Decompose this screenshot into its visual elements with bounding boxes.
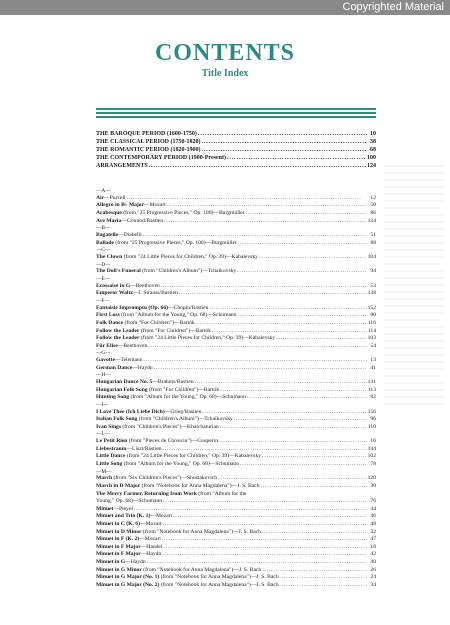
title-entry: [96, 312, 376, 320]
entry-title-bold: I Love Thee (Ich Liebe Dich): [96, 408, 165, 415]
entry-page: 113: [367, 386, 376, 393]
period-row: [96, 146, 376, 154]
dot-leader: [246, 210, 367, 218]
dot-leader: [143, 232, 367, 240]
title-entry: [96, 536, 376, 544]
entry-title-bold: Follow the Leader: [96, 327, 140, 334]
entry-title: [96, 379, 194, 387]
entry-title: [96, 320, 195, 328]
entry-source: (from "For Children")—Bartók: [139, 327, 212, 334]
period-label: ARRANGEMENTS: [96, 163, 148, 169]
dot-leader: [196, 320, 367, 328]
entry-source: (from "25 Progressive Pieces," Op. 100)—Burgmüller: [114, 239, 237, 246]
entry-title: [96, 365, 153, 373]
entry-page: 144: [367, 445, 376, 452]
title-entry: [96, 210, 376, 218]
period-label: THE BAROQUE PERIOD (1600-1750): [96, 131, 197, 137]
entry-title: [96, 544, 162, 552]
dot-leader: [218, 475, 367, 483]
title-entry: [96, 218, 376, 226]
entry-page: 96: [370, 416, 376, 423]
entry-title: [96, 328, 211, 336]
entry-title: [96, 290, 178, 298]
entry-source: (from "Notebook for Anna Magdalena")—J. S. Bach: [159, 581, 279, 588]
entry-title-bold: Ballade: [96, 239, 115, 246]
entry-title-bold: The Clown: [96, 253, 123, 260]
period-row: [96, 130, 376, 138]
dot-leader: [261, 483, 367, 491]
entry-title-bold: Fantaisie Impromptu (Op. 66): [96, 304, 168, 311]
letter-heading: —F—: [96, 297, 110, 304]
entry-source: —Diabelli: [118, 231, 142, 238]
entry-page: 16: [370, 438, 376, 445]
entry-title-bold: Ecossaise in G: [96, 282, 131, 289]
entry-title: [96, 232, 142, 240]
title-entry: [96, 513, 376, 521]
dot-leader: [148, 343, 367, 351]
title-entry: [96, 582, 376, 590]
entry-page: 47: [370, 536, 376, 543]
dot-leader: [247, 394, 367, 402]
dot-leader: [262, 529, 367, 537]
entry-title: [96, 438, 218, 446]
period-label: THE ROMANTIC PERIOD (1820-1900): [96, 147, 201, 153]
title-entry: [96, 240, 376, 248]
entry-title-bold: Minuet in F Major: [96, 543, 141, 550]
entry-page: 24: [370, 574, 376, 581]
entry-title: [96, 416, 233, 424]
entry-title-bold: Minuet and Trio (K. 1): [96, 513, 151, 520]
letter-heading: —M—: [96, 468, 112, 475]
entry-title-bold: Hungarian Dance No. 5: [96, 379, 153, 386]
entry-source: (from "Six Children's Pieces")—Shostakovich: [112, 475, 218, 482]
entry-page: 78: [370, 461, 376, 467]
dot-leader: [219, 438, 367, 446]
entry-title: [96, 268, 236, 276]
entry-title-bold: Ave Maria: [96, 217, 122, 224]
entry-source: (from "Album for the Young," Op. 68)—Schumann: [119, 312, 237, 319]
title-entry: [96, 483, 376, 491]
entry-source: (from "Pieces de Clavecin")—Couperin: [127, 438, 219, 445]
title-entry: [96, 357, 376, 365]
dot-leader: [144, 357, 367, 365]
entry-page: 34: [370, 581, 376, 588]
title-entry: [96, 521, 376, 529]
entry-page: 42: [370, 551, 376, 558]
bleed-through-text: [384, 160, 444, 410]
title-entry: [96, 320, 376, 328]
entry-page: 138: [367, 290, 376, 297]
letter-heading: —H—: [96, 372, 111, 379]
dot-leader: [173, 513, 367, 521]
entry-source: (from "Children's Pieces")—Khatchaturian: [121, 423, 219, 430]
entry-page: 12: [370, 194, 376, 201]
entry-page: 41: [370, 364, 376, 371]
entry-page: 32: [370, 528, 376, 535]
period-label: THE CONTEMPORARY PERIOD (1900-Present): [96, 155, 226, 161]
dot-leader: [162, 551, 367, 559]
dot-leader: [234, 416, 367, 424]
entry-page: 110: [367, 423, 376, 430]
entry-source: (from "Album for the Young," Op. 68)—Schumann: [122, 461, 240, 467]
letter-heading: —B—: [96, 225, 111, 232]
page-title: CONTENTS: [154, 40, 296, 66]
letter-heading: —A—: [96, 188, 111, 194]
entry-title-bold: Minuet: [96, 505, 114, 512]
title-entry: [96, 343, 376, 351]
entry-title-bold: Arabesque: [96, 209, 122, 216]
entry-source: (from "Album for the: [196, 490, 247, 497]
entry-page: 44: [370, 505, 376, 512]
title-entry: [96, 254, 376, 262]
entry-title-bold: German Dance: [96, 364, 133, 371]
entry-title-bold: Ivan Sings: [96, 423, 122, 430]
entry-title: [96, 357, 143, 365]
entry-title: [96, 394, 246, 402]
entry-title-bold: The Doll's Funeral: [96, 268, 141, 275]
dot-leader: [162, 536, 367, 544]
entry-title-bold: Minuet in G Minor: [96, 566, 142, 573]
entry-source: (from "Notebook for Anna Magdalena")—J. S. Bach: [141, 528, 261, 535]
dot-leader: [262, 453, 367, 461]
entry-source: (from "Notebook for Anna Magdalena")—J. S. Bach: [159, 574, 279, 581]
entry-source: —Beethoven: [130, 282, 160, 289]
entry-title-bold: First Loss: [96, 312, 120, 319]
title-entry: [96, 328, 376, 336]
entry-title-bold: Hunting Song: [96, 394, 130, 401]
dot-leader: [259, 254, 367, 262]
period-row: [96, 138, 376, 146]
entry-title: [96, 513, 172, 521]
dot-leader: [164, 218, 366, 226]
entry-title: [96, 254, 258, 262]
entry-source: —Grieg/Bastien: [164, 408, 202, 415]
entry-title-bold: Minuet in G: [96, 558, 126, 565]
entry-source: (from "Children's Album")—Tchaikovsky: [137, 416, 233, 423]
entry-title: [96, 475, 217, 483]
entry-page: 86: [370, 209, 376, 216]
entry-page: 76: [370, 498, 376, 505]
entry-title-bold: Emperor Waltz: [96, 290, 133, 297]
copyright-watermark: Copyrighted Material: [0, 0, 450, 15]
letter-heading: —D—: [96, 261, 111, 268]
entry-title-bold: Minuet in D Minor: [96, 528, 142, 535]
entry-source: —Pleyel: [113, 505, 133, 512]
entry-page: 82: [370, 394, 376, 401]
entry-source: (from "25 Progressive Pieces," Op. 100)—Burgmüller: [121, 209, 245, 216]
entry-title: [96, 240, 237, 248]
entry-source: (from "Children's Album")—Tchaikovsky: [140, 268, 237, 275]
dot-leader: [237, 268, 367, 276]
period-list: [96, 130, 376, 170]
entry-title-bold: March: [96, 475, 113, 482]
entry-title: [96, 574, 279, 582]
entry-source: —Gounod/Bastien: [121, 217, 164, 224]
title-entry: [96, 438, 376, 446]
entry-source: —Mozart: [139, 536, 161, 543]
title-entry: [96, 195, 376, 203]
letter-heading: —L—: [96, 431, 111, 438]
title-entry: [96, 335, 376, 343]
entry-title: [96, 335, 275, 343]
title-entry: [96, 544, 376, 552]
title-entry: [96, 574, 376, 582]
title-entry: [96, 559, 376, 567]
title-entry: [96, 551, 376, 559]
dot-leader: [198, 130, 367, 138]
entry-title: [96, 498, 162, 506]
entry-source: —Chopin/Bastien: [168, 304, 209, 311]
entry-page: 40: [370, 558, 376, 565]
entry-page: 134: [367, 217, 376, 224]
dot-leader: [163, 498, 367, 506]
entry-title: [96, 551, 161, 559]
entry-page: 54: [370, 342, 376, 349]
entry-page: 18: [370, 543, 376, 550]
title-entry: [96, 424, 376, 432]
entry-source: —J. Strauss/Bastien: [132, 290, 178, 297]
entry-page: 13: [370, 357, 376, 364]
entry-title: [96, 536, 161, 544]
dot-leader: [179, 290, 367, 298]
entry-title-bold: March in D Major: [96, 482, 141, 489]
title-entry: [96, 365, 376, 373]
entry-title-bold: Allegro in B♭ Major: [96, 202, 145, 209]
entry-title: [96, 195, 126, 203]
entry-title: [96, 283, 160, 291]
period-page: 100: [367, 155, 376, 161]
letter-heading: —E—: [96, 275, 111, 282]
entry-title: [96, 529, 261, 537]
entry-page: 104: [367, 253, 376, 260]
period-label: THE CLASSICAL PERIOD (1750-1820): [96, 139, 201, 145]
dot-leader: [202, 138, 367, 146]
entry-page: 48: [370, 520, 376, 527]
entry-title-bold: The Merry Farmer, Returning from Work: [96, 490, 197, 497]
title-entry: [96, 529, 376, 537]
entry-page: 102: [367, 453, 376, 460]
title-entry: [96, 379, 376, 387]
entry-title-bold: Hungarian Folk Song: [96, 386, 148, 393]
entry-source: —Mozart: [150, 513, 173, 520]
dot-leader: [212, 328, 367, 336]
letter-heading: —C—: [96, 247, 111, 254]
title-entry: [96, 290, 376, 298]
entry-page: 26: [370, 566, 376, 573]
dot-leader: [195, 379, 367, 387]
dot-leader: [227, 154, 366, 162]
entry-page: 30: [370, 482, 376, 489]
entry-title: [96, 210, 245, 218]
entry-page: 53: [370, 282, 376, 289]
dot-leader: [280, 582, 367, 590]
dot-leader: [127, 195, 367, 203]
entry-page: 156: [367, 408, 376, 415]
entry-source: (from "Album for the Young," Op. 68)—Schumann: [129, 394, 246, 401]
dot-leader: [280, 574, 367, 582]
entry-title-bold: Little Song: [96, 461, 123, 467]
entry-page: 114: [367, 327, 376, 334]
entry-title-bold: Folk Dance: [96, 319, 124, 326]
entry-title: [96, 343, 147, 351]
entry-title-bold: Bagatelle: [96, 231, 119, 238]
entry-title: [96, 202, 166, 210]
entry-page: 116: [367, 319, 376, 326]
dot-leader: [202, 146, 368, 154]
page-header: [0, 40, 450, 79]
entry-title-bold: Minuet in F Major: [96, 551, 141, 558]
period-page: 38: [370, 139, 376, 145]
entry-title-bold: Liebestraum: [96, 445, 127, 452]
entry-page: 120: [367, 475, 376, 482]
entry-source: (from "24 Little Pieces for Children," Op. 39)—Kabalevsky: [139, 335, 276, 342]
entry-title-bold: Minuet in F (K. 2): [96, 536, 140, 543]
entry-source: (from "24 Little Pieces for Children," Op. 39)—Kabalevsky: [125, 453, 262, 460]
entry-page: 50: [370, 202, 376, 209]
period-page: 124: [367, 163, 376, 169]
entry-page: 103: [367, 335, 376, 342]
dot-leader: [262, 567, 367, 575]
title-entry: [96, 453, 376, 461]
header-rules: [96, 108, 376, 120]
entry-title-bold: Air: [96, 194, 105, 201]
entry-title-bold: Gavotte: [96, 357, 115, 364]
entry-title-bold: Minuet in C (K. 6): [96, 520, 140, 527]
title-entry: [96, 202, 376, 210]
title-entry: [96, 567, 376, 575]
entry-title-bold: Little Dance: [96, 453, 126, 460]
entry-source: —Purcell: [104, 194, 126, 201]
title-entry: [96, 461, 376, 469]
title-entry: [96, 475, 376, 483]
entry-page: 46: [370, 513, 376, 520]
entry-title: [96, 312, 237, 320]
entry-source: —Haydn: [140, 551, 162, 558]
entry-title-bold: Für Elise: [96, 342, 118, 349]
dot-leader: [163, 544, 367, 552]
dot-leader: [220, 424, 367, 432]
entry-title: [96, 521, 162, 529]
entry-page: 80: [370, 312, 376, 319]
entry-source: —Handel: [140, 543, 163, 550]
entry-title: [96, 483, 260, 491]
dot-leader: [238, 240, 367, 248]
entry-source: (from "24 Little Pieces for Children," Op. 39)—Kabalevsky: [122, 253, 258, 260]
entry-source: —Mozart: [144, 202, 166, 209]
dot-leader: [147, 559, 367, 567]
entry-title-bold: Le Petit Rien: [96, 438, 128, 445]
rule-line: [96, 116, 376, 118]
period-row: [96, 154, 376, 162]
entry-title: [96, 461, 239, 469]
entry-page: 88: [370, 239, 376, 246]
entry-source: —Brahms/Bastien: [152, 379, 194, 386]
entry-source: (from "Notebook for Anna Magdalena")—J. S. Bach: [140, 482, 260, 489]
entry-title: [96, 218, 163, 226]
entry-source: Young," Op. 68)—Schumann: [96, 498, 163, 505]
entry-source: (from "For Children")—Bartók: [123, 319, 195, 326]
dot-leader: [276, 335, 366, 343]
period-page: 10: [370, 131, 376, 137]
period-row: [96, 162, 376, 170]
title-entry: [96, 498, 376, 506]
title-entry: [96, 232, 376, 240]
letter-heading: —I—: [96, 401, 109, 408]
dot-leader: [238, 312, 367, 320]
entry-page: 51: [370, 231, 376, 238]
dot-leader: [167, 202, 367, 210]
letter-heading: —G—: [96, 350, 111, 357]
entry-title: [96, 559, 146, 567]
entry-title: [96, 453, 261, 461]
entry-title-bold: Minuet in G Major (No. 1): [96, 574, 160, 581]
entry-source: —Mozart: [139, 520, 162, 527]
entry-page: 152: [367, 304, 376, 311]
title-entry: [96, 416, 376, 424]
entry-page: 94: [370, 268, 376, 275]
period-page: 68: [370, 147, 376, 153]
title-index-list: [96, 188, 376, 589]
entry-title: [96, 567, 261, 575]
entry-page: 131: [367, 379, 376, 386]
entry-source: —Haydn: [132, 364, 153, 371]
entry-title-bold: Italian Folk Song: [96, 416, 138, 423]
entry-title: [96, 424, 219, 432]
entry-source: —Telemann: [114, 357, 143, 364]
dot-leader: [240, 461, 367, 469]
rule-line: [96, 108, 376, 110]
entry-source: —Liszt/Bastien: [126, 445, 162, 452]
entry-title: [96, 582, 279, 590]
page-subtitle: Title Index: [201, 68, 249, 79]
entry-title-bold: Minuet in G Major (No. 2): [96, 581, 160, 588]
entry-title-bold: Follow the Leader: [96, 335, 140, 342]
entry-source: (from "For Children")—Bartók: [147, 386, 220, 393]
entry-source: (from "Notebook for Anna Magdalena")—J. S. Bach: [141, 566, 262, 573]
rule-line: [96, 112, 376, 114]
title-entry: [96, 268, 376, 276]
dot-leader: [161, 283, 367, 291]
dot-leader: [163, 521, 367, 529]
dot-leader: [154, 365, 367, 373]
entry-source: —Haydn: [125, 558, 146, 565]
dot-leader: [149, 162, 366, 170]
entry-source: —Beethoven: [117, 342, 148, 349]
title-entry: [96, 283, 376, 291]
title-entry: [96, 394, 376, 402]
